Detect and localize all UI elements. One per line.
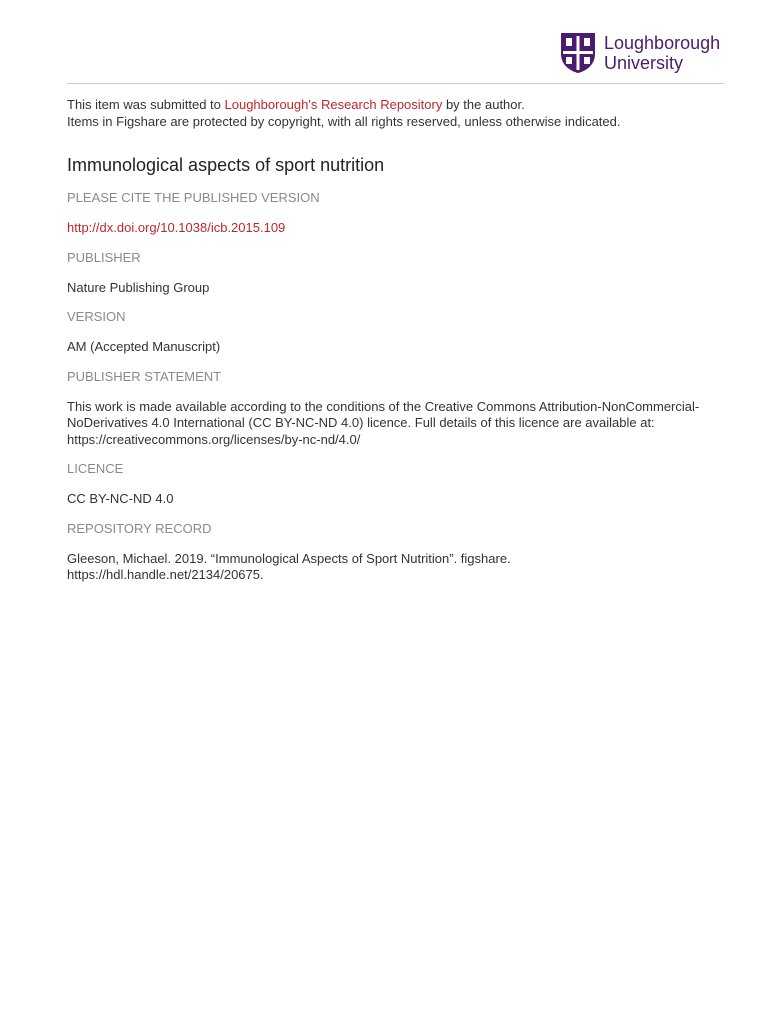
repository-record-label: REPOSITORY RECORD: [67, 520, 212, 536]
publisher-value: Nature Publishing Group: [67, 279, 210, 295]
statement-line-3: https://creativecommons.org/licenses/by-nc-nd/4.0/: [67, 431, 361, 447]
version-label: VERSION: [67, 309, 126, 324]
item-title: Immunological aspects of sport nutrition: [67, 155, 385, 175]
record-line-1: Gleeson, Michael. 2019. “Immunological Aspects of Sport Nutrition”. figshare.: [67, 550, 511, 566]
publisher-statement-value: [67, 399, 727, 449]
doi-link[interactable]: http://dx.doi.org/10.1038/icb.2015.109: [67, 220, 286, 235]
copyright-notice: Items in Figshare are protected by copyright, with all rights reserved, unless otherwise indicated.: [67, 113, 621, 129]
header-divider: [67, 83, 724, 84]
licence-label: LICENCE: [67, 461, 124, 476]
university-logo: [560, 32, 720, 74]
record-line-2: https://hdl.handle.net/2134/20675.: [67, 567, 264, 582]
logo-line-1: Loughborough: [604, 33, 721, 53]
cover-content: [67, 97, 727, 584]
publisher-statement-label: PUBLISHER STATEMENT: [67, 368, 222, 384]
submission-notice: [67, 97, 727, 130]
cite-label: PLEASE CITE THE PUBLISHED VERSION: [67, 190, 320, 205]
statement-line-2: NoDerivatives 4.0 International (CC BY-NC-ND 4.0) licence. Full details of this licence are available at:: [67, 415, 655, 430]
licence-value: CC BY-NC-ND 4.0: [67, 491, 174, 506]
logo-wordmark: [604, 33, 720, 73]
university-crest-icon: [560, 32, 596, 74]
statement-line-1: This work is made available according to the conditions of the Creative Commons Attribution-NonCommercial-: [67, 398, 700, 414]
publisher-label: PUBLISHER: [67, 249, 141, 265]
logo-line-2: University: [604, 53, 684, 73]
repository-link[interactable]: Loughborough's Research Repository: [224, 97, 443, 112]
notice-prefix: This item was submitted to: [67, 97, 225, 112]
notice-suffix: by the author.: [442, 97, 525, 112]
repository-record-value: [67, 551, 727, 584]
version-value: AM (Accepted Manuscript): [67, 339, 221, 354]
